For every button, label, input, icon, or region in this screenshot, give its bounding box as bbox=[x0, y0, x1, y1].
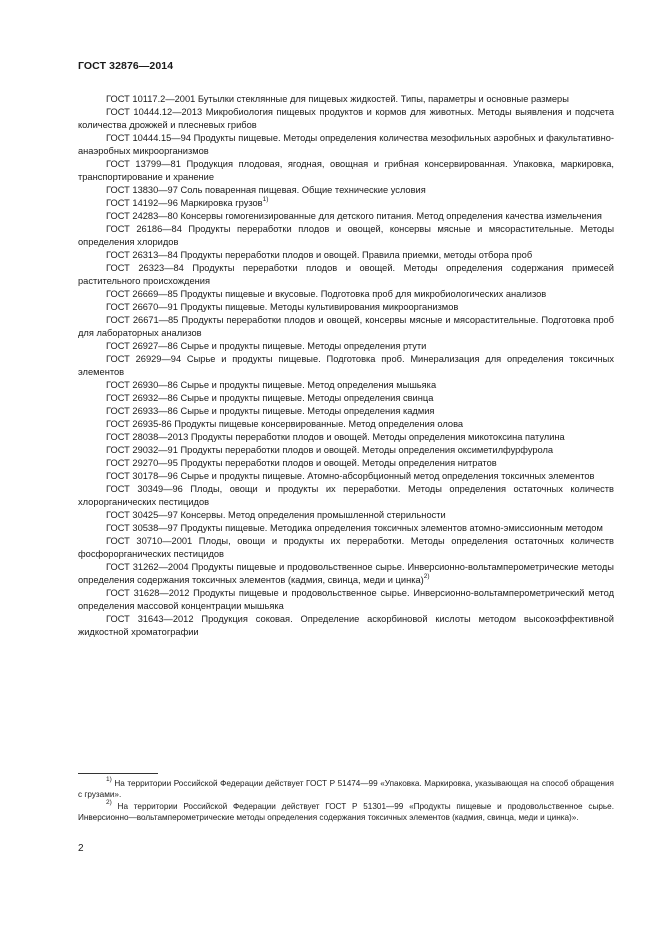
page-header: ГОСТ 32876—2014 bbox=[78, 60, 174, 72]
reference-item: ГОСТ 14192—96 Маркировка грузов$^{1)}$ bbox=[106, 195, 269, 208]
normative-references bbox=[78, 93, 614, 639]
reference-item: ГОСТ 10117.2—2001 Бутылки стеклянные для пищевых жидкостей. Типы, параметры и основные размеры bbox=[106, 94, 569, 104]
reference-item: ГОСТ 24283—80 Консервы гомогенизированные для детского питания. Метод определения качества измельчения bbox=[106, 211, 602, 221]
reference-item: ГОСТ 31628—2012 Продукты пищевые и продовольственное сырье. Инверсионно-вольтамперометрический метод определения массовой концентрации мышьяка bbox=[78, 588, 614, 611]
footnote-divider bbox=[78, 773, 158, 774]
reference-item: ГОСТ 30538—97 Продукты пищевые. Методика определения токсичных элементов атомно-эмиссионным методом bbox=[106, 523, 603, 533]
reference-item: ГОСТ 26927—86 Сырье и продукты пищевые. Методы определения ртути bbox=[106, 341, 427, 351]
reference-item: ГОСТ 26186—84 Продукты переработки плодов и овощей, консервы мясные и мясорастительные. Методы определения хлоридов bbox=[78, 224, 614, 247]
reference-item: ГОСТ 30710—2001 Плоды, овощи и продукты их переработки. Методы определения остаточных количеств фосфорорганических пестицидов bbox=[78, 536, 614, 559]
footnote: $^{2)}$ На территории Российской Федерации действует ГОСТ Р 51301—99 «Продукты пищевые и продовольственное сырье. Инверсионно—вольтамперометрические методы определения содержания токсичных элементов (кадмия, свинца, меди и цинка)». bbox=[78, 799, 614, 823]
reference-item: ГОСТ 28038—2013 Продукты переработки плодов и овощей. Методы определения микотоксина патулина bbox=[106, 432, 565, 442]
reference-item: ГОСТ 10444.15—94 Продукты пищевые. Методы определения количества мезофильных аэробных и факультативно-анаэробных микроорганизмов bbox=[78, 133, 614, 156]
reference-item: ГОСТ 29032—91 Продукты переработки плодов и овощей. Методы определения оксиметилфурфурола bbox=[106, 445, 554, 455]
reference-item: ГОСТ 26313—84 Продукты переработки плодов и овощей. Правила приемки, методы отбора проб bbox=[106, 250, 533, 260]
reference-item: ГОСТ 30425—97 Консервы. Метод определения промышленной стерильности bbox=[106, 510, 446, 520]
reference-item: ГОСТ 30349—96 Плоды, овощи и продукты их переработки. Методы определения остаточных количеств хлорорганических пестицидов bbox=[78, 484, 614, 507]
reference-item: ГОСТ 26669—85 Продукты пищевые и вкусовые. Подготовка проб для микробиологических анализов bbox=[106, 289, 547, 299]
reference-item: ГОСТ 31262—2004 Продукты пищевые и продовольственное сырье. Инверсионно-вольтамперометрические методы определения содержания токсичных элементов (кадмия, свинца, меди и цинка)$^{2)}$ bbox=[78, 562, 614, 585]
footnote: $^{1)}$ На территории Российской Федерации действует ГОСТ Р 51474—99 «Упаковка. Маркировка, указывающая на способ обращения с грузами». bbox=[78, 776, 614, 800]
reference-item: ГОСТ 30178—96 Сырье и продукты пищевые. Атомно-абсорбционный метод определения токсичных элементов bbox=[106, 471, 595, 481]
reference-item: ГОСТ 26935-86 Продукты пищевые консервированные. Метод определения олова bbox=[106, 419, 464, 429]
reference-item: ГОСТ 31643—2012 Продукция соковая. Определение аскорбиновой кислоты методом высокоэффективной жидкостной хроматографии bbox=[78, 614, 614, 637]
reference-item: ГОСТ 26671—85 Продукты переработки плодов и овощей, консервы мясные и мясорастительные. Подготовка проб для лабораторных анализов bbox=[78, 315, 614, 338]
footnote-mark: 2) bbox=[106, 799, 112, 807]
footnote-mark: 1) bbox=[106, 776, 112, 784]
footnotes bbox=[78, 778, 614, 824]
reference-item: ГОСТ 13830—97 Соль поваренная пищевая. Общие технические условия bbox=[106, 185, 426, 195]
reference-item: ГОСТ 26932—86 Сырье и продукты пищевые. Методы определения свинца bbox=[106, 393, 434, 403]
footnote-marker[interactable]: 2) bbox=[423, 572, 430, 580]
reference-item: ГОСТ 26670—91 Продукты пищевые. Методы культивирования микроорганизмов bbox=[106, 302, 459, 312]
reference-item: ГОСТ 10444.12—2013 Микробиология пищевых продуктов и кормов для животных. Методы выявления и подсчета количества дрожжей и плесневых грибов bbox=[78, 107, 614, 130]
footnote-marker[interactable]: 1) bbox=[262, 195, 269, 203]
page-number: 2 bbox=[78, 843, 84, 854]
reference-item: ГОСТ 29270—95 Продукты переработки плодов и овощей. Методы определения нитратов bbox=[106, 458, 497, 468]
reference-item: ГОСТ 13799—81 Продукция плодовая, ягодная, овощная и грибная консервированная. Упаковка, маркировка, транспортирование и хранение bbox=[78, 159, 614, 182]
reference-item: ГОСТ 26323—84 Продукты переработки плодов и овощей. Методы определения содержания примесей растительного происхождения bbox=[78, 263, 614, 286]
reference-item: ГОСТ 26930—86 Сырье и продукты пищевые. Метод определения мышьяка bbox=[106, 380, 437, 390]
reference-item: ГОСТ 26929—94 Сырье и продукты пищевые. Подготовка проб. Минерализация для определения токсичных элементов bbox=[78, 354, 614, 377]
reference-item: ГОСТ 26933—86 Сырье и продукты пищевые. Методы определения кадмия bbox=[106, 406, 435, 416]
